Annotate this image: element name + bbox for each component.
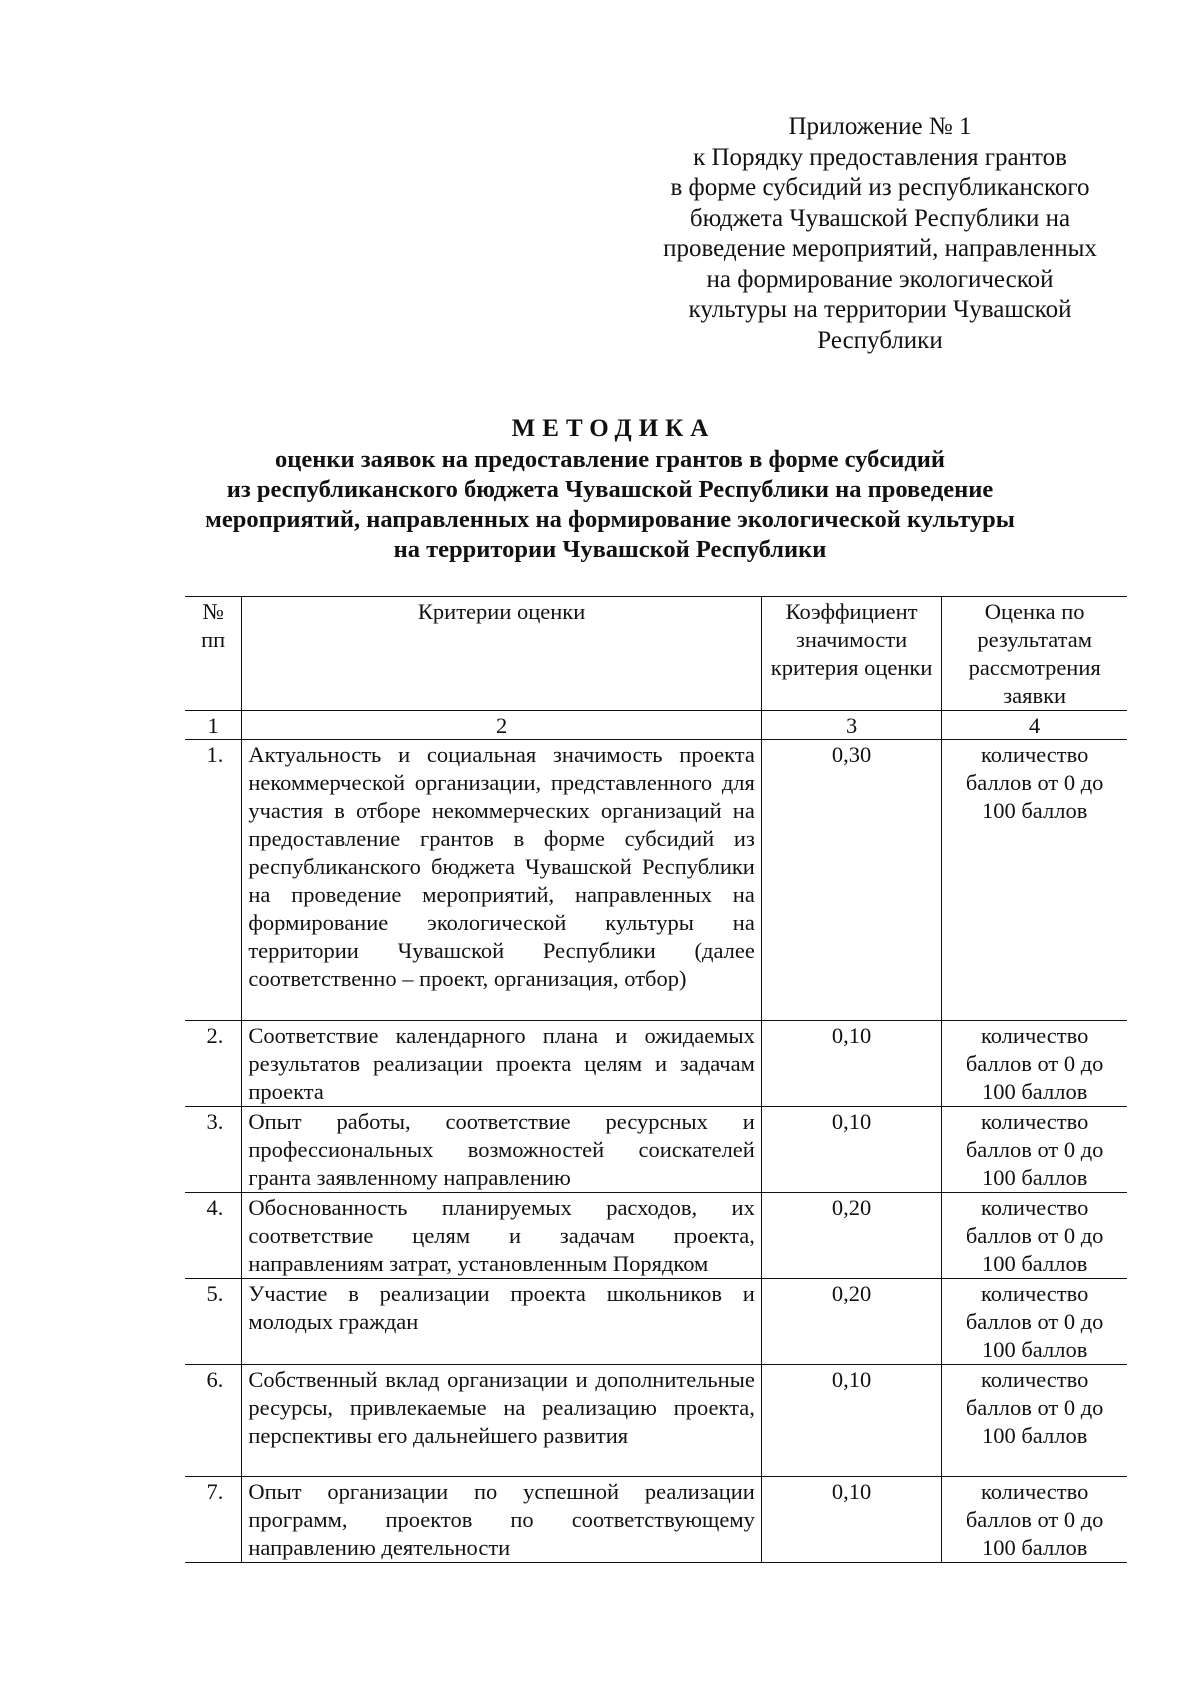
row-number: 1. bbox=[185, 740, 242, 1021]
appendix-line: культуры на территории Чувашской bbox=[688, 296, 1072, 323]
row-coefficient: 0,20 bbox=[761, 1279, 941, 1365]
row-score: количество баллов от 0 до 100 баллов bbox=[942, 740, 1127, 1021]
row-number: 5. bbox=[185, 1279, 242, 1365]
row-coefficient: 0,10 bbox=[761, 1477, 941, 1563]
header-number: № пп bbox=[185, 597, 242, 711]
header-criterion: Критерии оценки bbox=[242, 597, 762, 711]
table-row bbox=[185, 740, 1127, 1021]
column-number: 1 bbox=[185, 711, 242, 740]
table-header-row bbox=[185, 597, 1127, 711]
row-criterion: Актуальность и социальная значимость проекта некоммерческой организации, представленного для участия в отборе некоммерческих организаций на предоставление грантов в форме субсидий из республиканского бюджета Чувашской Республики на проведение мероприятий, направленных на формирование экологической культуры на территории Чувашской Республики (далее соответственно – проект, организация, отбор) bbox=[242, 740, 762, 1021]
row-number: 3. bbox=[185, 1107, 242, 1193]
appendix-line: на формирование экологической bbox=[706, 265, 1054, 293]
row-coefficient: 0,10 bbox=[761, 1107, 941, 1193]
column-number: 4 bbox=[942, 711, 1127, 740]
column-number: 3 bbox=[761, 711, 941, 740]
document-title bbox=[200, 413, 1020, 565]
row-coefficient: 0,10 bbox=[761, 1021, 941, 1107]
row-criterion: Опыт работы, соответствие ресурсных и профессиональных возможностей соискателей гранта заявленному направлению bbox=[242, 1107, 762, 1193]
title-subtitle bbox=[200, 445, 1020, 565]
row-score: количество баллов от 0 до 100 баллов bbox=[942, 1477, 1127, 1563]
appendix-line: проведение мероприятий, направленных bbox=[663, 235, 1097, 262]
table-row bbox=[185, 1021, 1127, 1107]
subtitle-line: мероприятий, направленных на формирование экологической культуры bbox=[205, 506, 1015, 533]
subtitle-line: оценки заявок на предоставление грантов в форме субсидий bbox=[275, 446, 945, 473]
header-coefficient: Коэффициент значимости критерия оценки bbox=[761, 597, 941, 711]
row-criterion: Соответствие календарного плана и ожидаемых результатов реализации проекта целям и задачам проекта bbox=[242, 1021, 762, 1107]
row-criterion: Опыт организации по успешной реализации программ, проектов по соответствующему направлению деятельности bbox=[242, 1477, 762, 1563]
appendix-line: Республики bbox=[817, 326, 943, 354]
criteria-table bbox=[185, 596, 1127, 1563]
table-row bbox=[185, 1279, 1127, 1365]
table-row bbox=[185, 1107, 1127, 1193]
row-coefficient: 0,10 bbox=[761, 1365, 941, 1477]
row-number: 4. bbox=[185, 1193, 242, 1279]
row-score: количество баллов от 0 до 100 баллов bbox=[942, 1279, 1127, 1365]
row-criterion: Участие в реализации проекта школьников и молодых граждан bbox=[242, 1279, 762, 1365]
row-number: 7. bbox=[185, 1477, 242, 1563]
row-score: количество баллов от 0 до 100 баллов bbox=[942, 1107, 1127, 1193]
appendix-line: к Порядку предоставления грантов bbox=[693, 143, 1067, 171]
row-score: количество баллов от 0 до 100 баллов bbox=[942, 1365, 1127, 1477]
subtitle-line: на территории Чувашской Республики bbox=[393, 536, 827, 563]
row-coefficient: 0,30 bbox=[761, 740, 941, 1021]
column-number-row bbox=[185, 711, 1127, 740]
table-row bbox=[185, 1193, 1127, 1279]
title-main: МЕТОДИКА bbox=[511, 415, 716, 442]
row-criterion: Собственный вклад организации и дополнительные ресурсы, привлекаемые на реализацию проекта, перспективы его дальнейшего развития bbox=[242, 1365, 762, 1477]
row-number: 6. bbox=[185, 1365, 242, 1477]
appendix-line: бюджета Чувашской Республики на bbox=[689, 204, 1071, 232]
row-number: 2. bbox=[185, 1021, 242, 1107]
appendix-line: в форме субсидий из республиканского bbox=[670, 174, 1090, 201]
row-criterion: Обоснованность планируемых расходов, их соответствие целям и задачам проекта, направлениям затрат, установленным Порядком bbox=[242, 1193, 762, 1279]
table-row bbox=[185, 1477, 1127, 1563]
appendix-line: Приложение № 1 bbox=[788, 113, 972, 140]
row-score: количество баллов от 0 до 100 баллов bbox=[942, 1193, 1127, 1279]
row-score: количество баллов от 0 до 100 баллов bbox=[942, 1021, 1127, 1107]
subtitle-line: из республиканского бюджета Чувашской Республики на проведение bbox=[226, 476, 994, 503]
row-coefficient: 0,20 bbox=[761, 1193, 941, 1279]
column-number: 2 bbox=[242, 711, 762, 740]
header-score: Оценка по результатам рассмотрения заявки bbox=[942, 597, 1127, 711]
table-row bbox=[185, 1365, 1127, 1477]
appendix-header bbox=[640, 112, 1120, 356]
